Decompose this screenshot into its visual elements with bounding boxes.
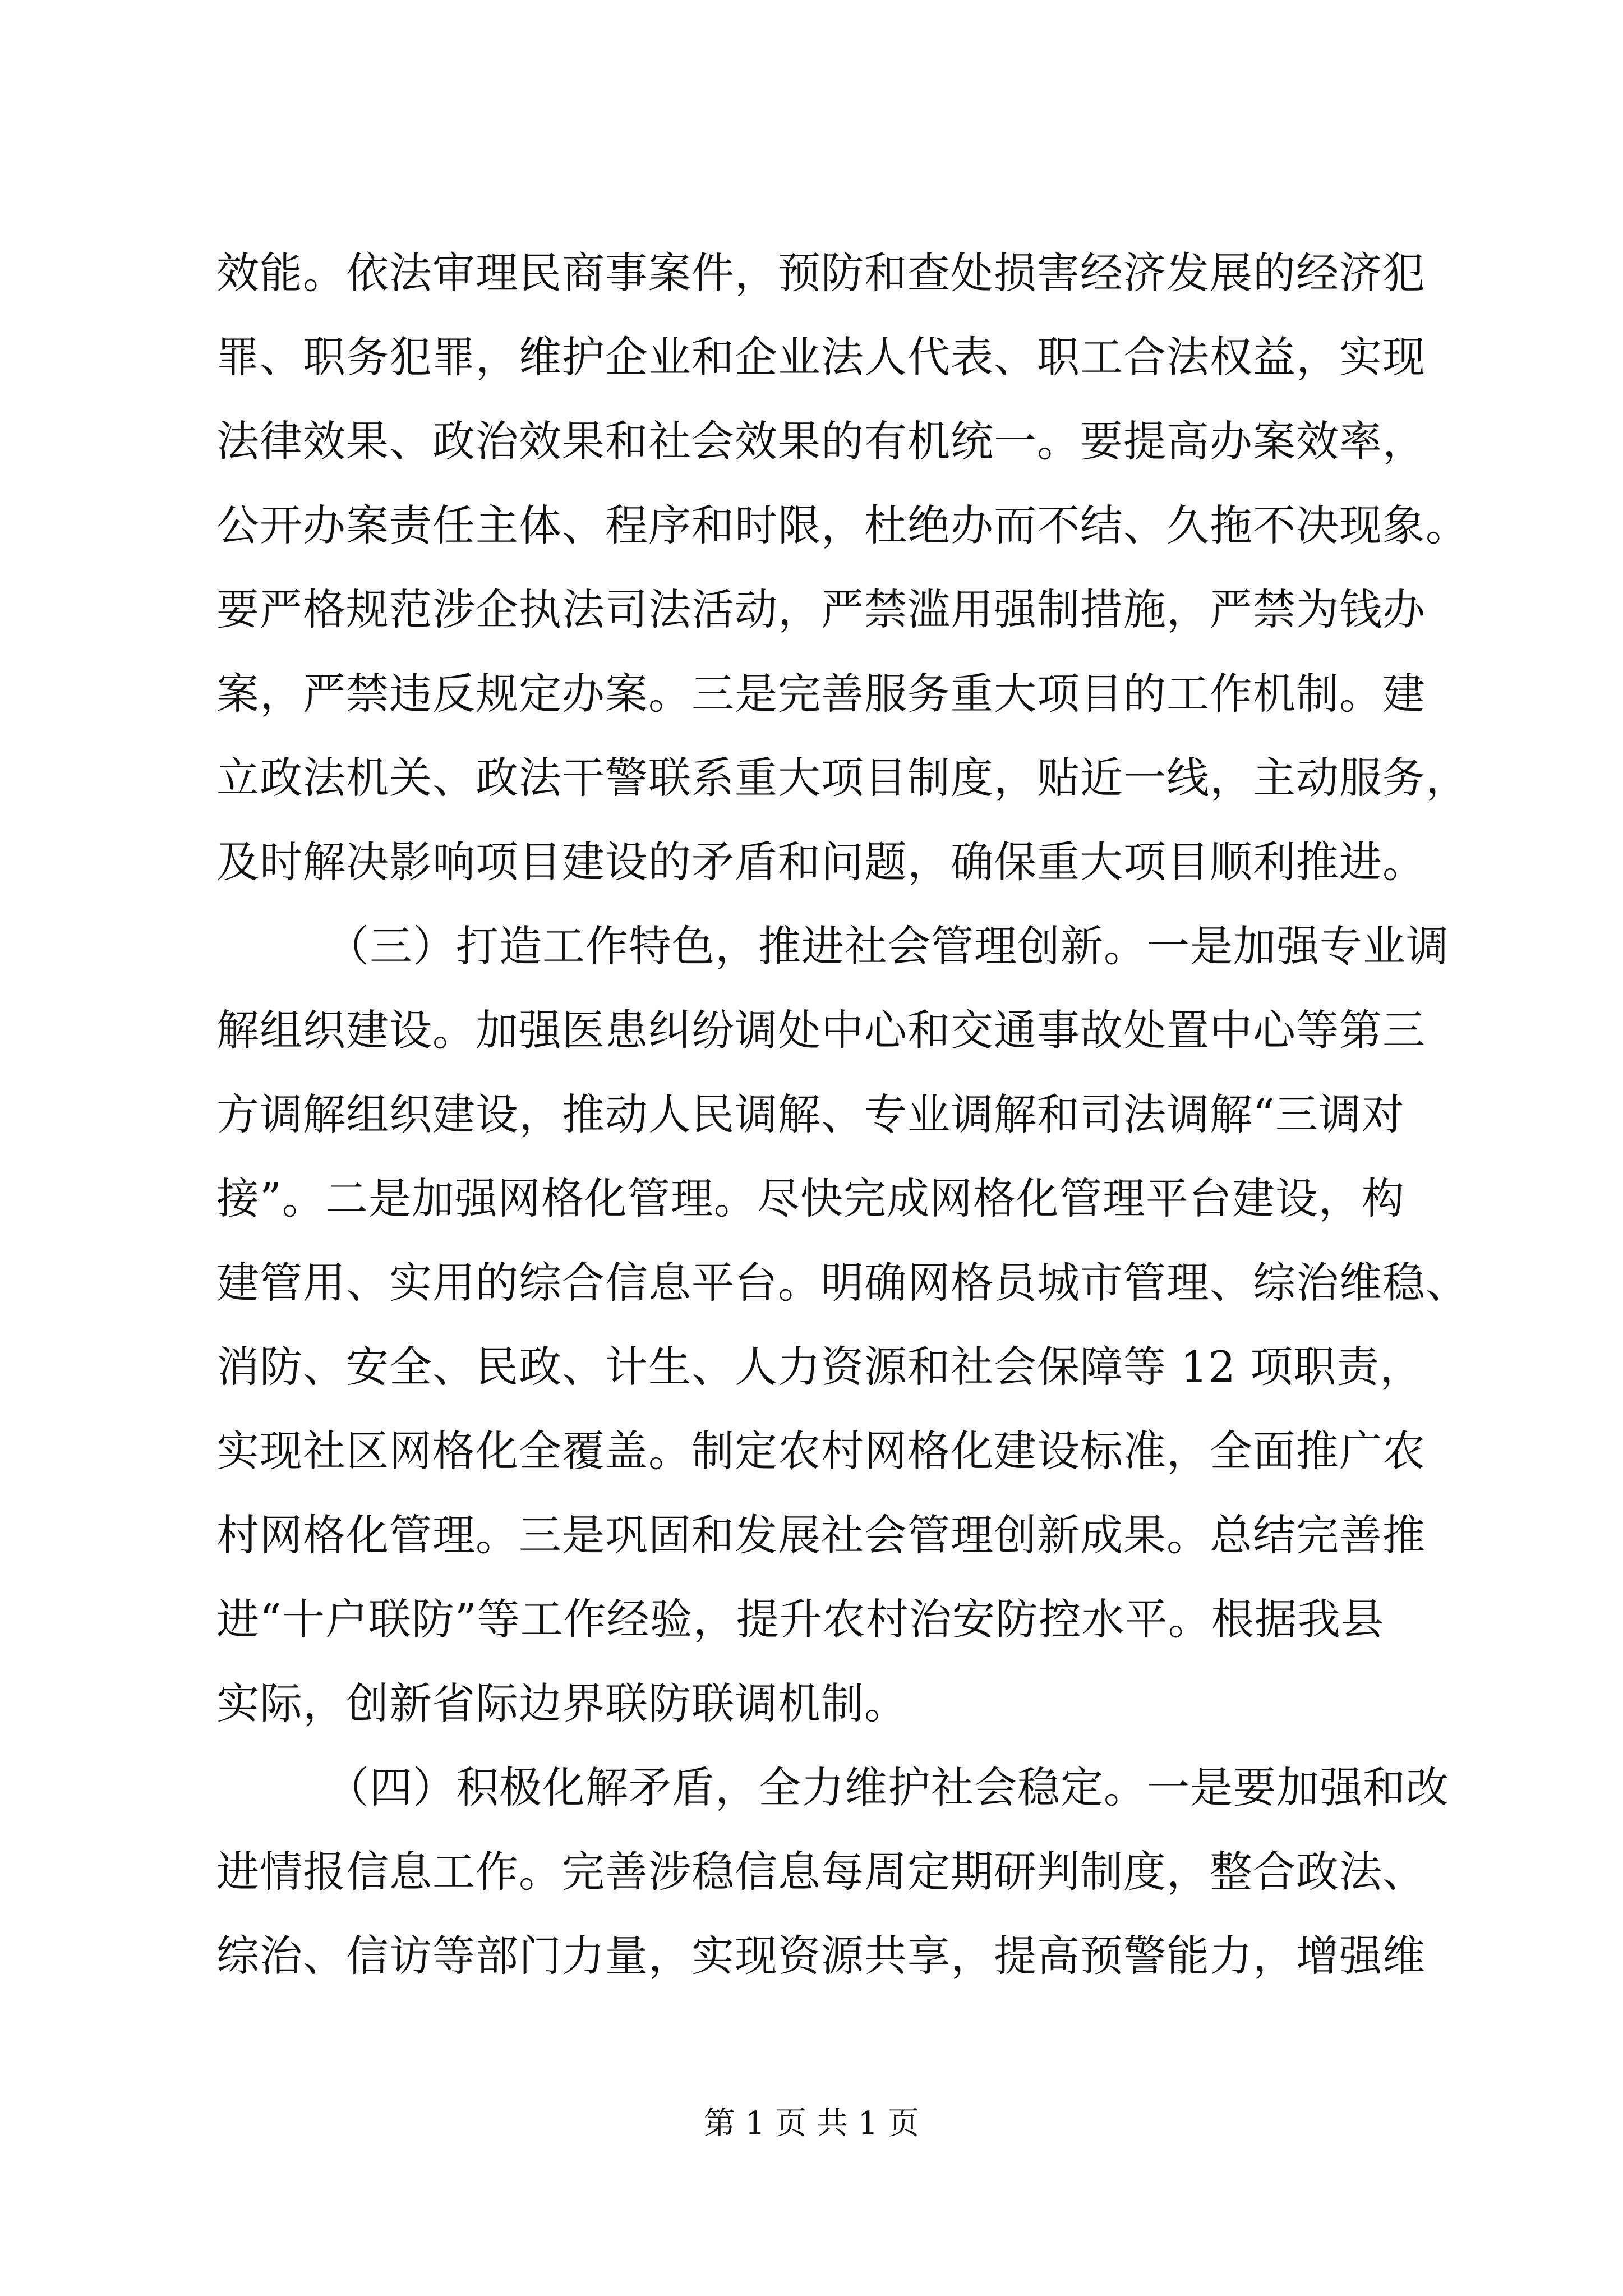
- text-line: 接”。二是加强网格化管理。尽快完成网格化管理平台建设，构: [216, 1174, 1405, 1223]
- text-line: （四）积极化解矛盾，全力维护社会稳定。一是要加强和改: [326, 1763, 1449, 1812]
- text-line: 进“十户联防”等工作经验，提升农村治安防控水平。根据我县: [216, 1594, 1384, 1644]
- text-line: （三）打造工作特色，推进社会管理创新。一是加强专业调: [326, 921, 1449, 971]
- text-line: 方调解组织建设，推动人民调解、专业调解和司法调解“三调对: [216, 1089, 1405, 1139]
- text-line: 及时解决影响项目建设的矛盾和问题，确保重大项目顺利推进。: [216, 837, 1426, 887]
- page-footer: 第 1 页 共 1 页: [703, 2105, 920, 2142]
- text-line: 法律效果、政治效果和社会效果的有机统一。要提高办案效率，: [216, 416, 1426, 466]
- text-line: 公开办案责任主体、程序和时限，杜绝办而不结、久拖不决现象。: [216, 500, 1469, 550]
- text-line: 立政法机关、政法干警联系重大项目制度，贴近一线，主动服务，: [216, 753, 1469, 803]
- text-line: 综治、信访等部门力量，实现资源共享，提高预警能力，增强维: [216, 1931, 1426, 1981]
- text-line: 效能。依法审理民商事案件，预防和查处损害经济发展的经济犯: [216, 248, 1426, 298]
- text-line: 案，严禁违反规定办案。三是完善服务重大项目的工作机制。建: [216, 669, 1426, 719]
- text-line: 消防、安全、民政、计生、人力资源和社会保障等 12 项职责，: [216, 1342, 1423, 1392]
- text-line: 罪、职务犯罪，维护企业和企业法人代表、职工合法权益，实现: [216, 332, 1426, 382]
- text-line: 解组织建设。加强医患纠纷调处中心和交通事故处置中心等第三: [216, 1005, 1426, 1055]
- text-line: 要严格规范涉企执法司法活动，严禁滥用强制措施，严禁为钱办: [216, 585, 1426, 634]
- text-line: 建管用、实用的综合信息平台。明确网格员城市管理、综治维稳、: [216, 1258, 1469, 1308]
- text-line: 实现社区网格化全覆盖。制定农村网格化建设标准，全面推广农: [216, 1426, 1426, 1476]
- text-line: 村网格化管理。三是巩固和发展社会管理创新成果。总结完善推: [216, 1510, 1426, 1560]
- text-line: 实际，创新省际边界联防联调机制。: [216, 1678, 907, 1728]
- text-line: 进情报信息工作。完善涉稳信息每周定期研判制度，整合政法、: [216, 1847, 1426, 1897]
